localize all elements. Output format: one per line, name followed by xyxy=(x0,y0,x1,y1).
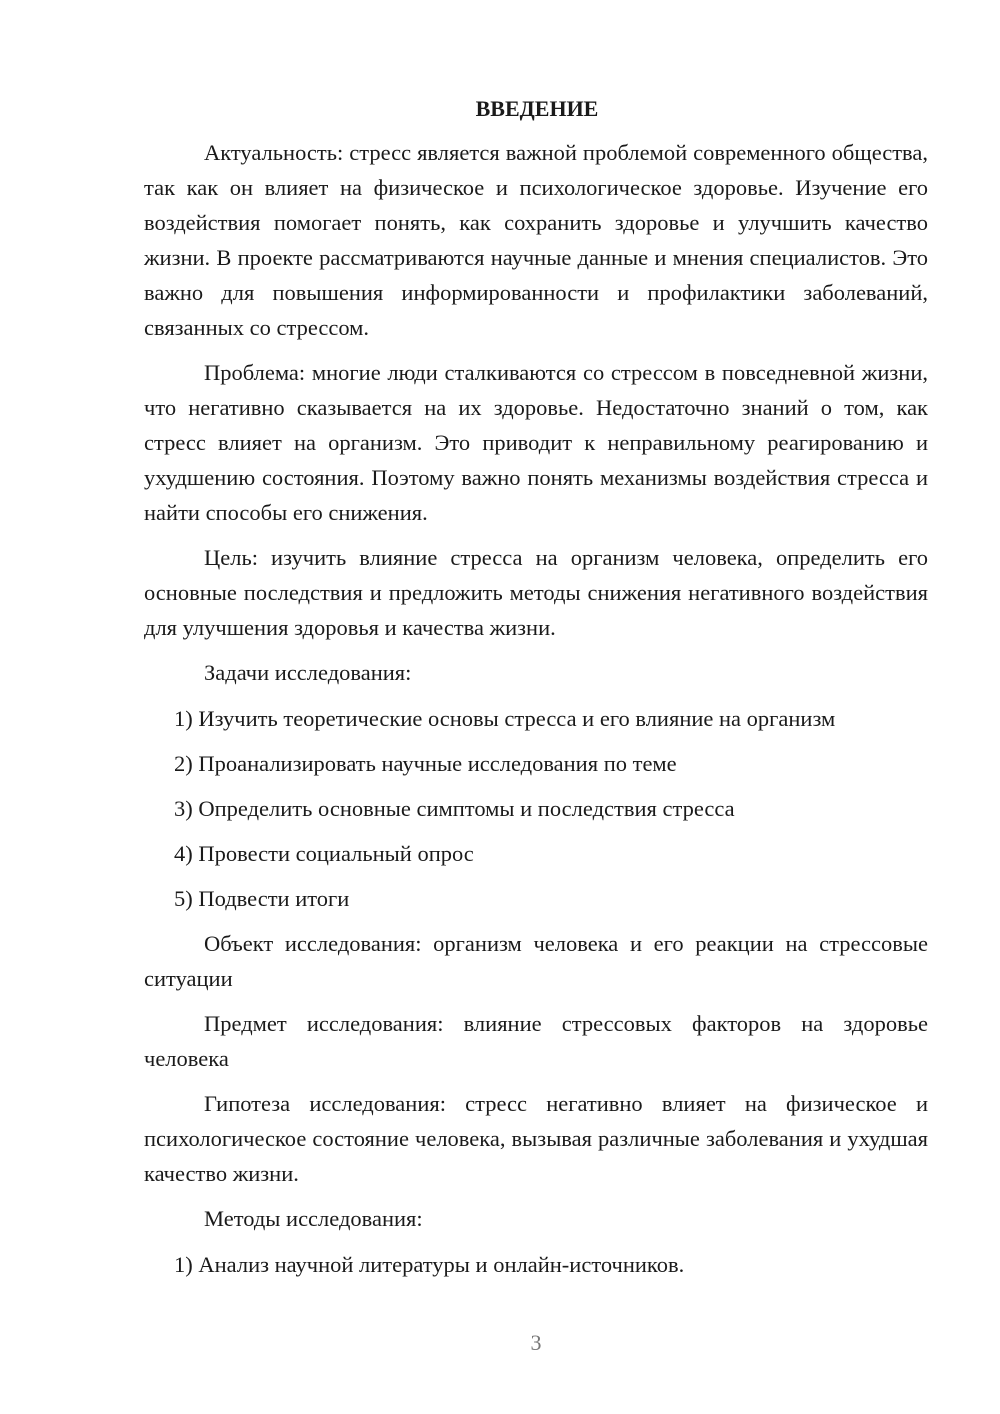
goal-paragraph: Цель: изучить влияние стресса на организм человека, определить его основные последствия и предложить методы снижения негативного воздействия для улучшения здоровья и качества жизни. xyxy=(144,545,928,640)
list-item: 2) Проанализировать научные исследования по теме xyxy=(174,751,677,776)
subject-paragraph: Предмет исследования: влияние стрессовых факторов на здоровье человека xyxy=(144,1011,928,1071)
problem-paragraph: Проблема: многие люди сталкиваются со стрессом в повседневной жизни, что негативно сказывается на их здоровье. Недостаточно знаний о том, как стресс влияет на организм. Это приводит к неправильному реагированию и ухудшению состояния. Поэтому важно понять механизмы воздействия стресса и найти способы его снижения. xyxy=(144,360,928,525)
page-number: 3 xyxy=(530,1330,542,1355)
list-item: 1) Изучить теоретические основы стресса и его влияние на организм xyxy=(174,706,836,731)
list-item: 3) Определить основные симптомы и последствия стресса xyxy=(174,796,735,821)
document-page xyxy=(144,94,928,1292)
relevance-paragraph: Актуальность: стресс является важной проблемой современного общества, так как он влияет на физическое и психологическое здоровье. Изучение его воздействия помогает понять, как сохранить здоровье и улучшить качество жизни. В проекте рассматриваются научные данные и мнения специалистов. Это важно для повышения информированности и профилактики заболеваний, связанных со стрессом. xyxy=(144,140,928,340)
methods-list xyxy=(144,1247,928,1282)
tasks-heading: Задачи исследования: xyxy=(204,660,412,685)
object-paragraph: Объект исследования: организм человека и его реакции на стрессовые ситуации xyxy=(144,931,928,991)
list-item: 4) Провести социальный опрос xyxy=(174,841,474,866)
list-item: 5) Подвести итоги xyxy=(174,886,350,911)
section-title: ВВЕДЕНИЕ xyxy=(475,96,599,121)
hypothesis-paragraph: Гипотеза исследования: стресс негативно влияет на физическое и психологическое состояние человека, вызывая различные заболевания и ухудшая качество жизни. xyxy=(144,1091,928,1186)
list-item: 1) Анализ научной литературы и онлайн-источников. xyxy=(174,1252,685,1277)
tasks-list xyxy=(144,701,928,916)
methods-heading: Методы исследования: xyxy=(204,1206,423,1231)
